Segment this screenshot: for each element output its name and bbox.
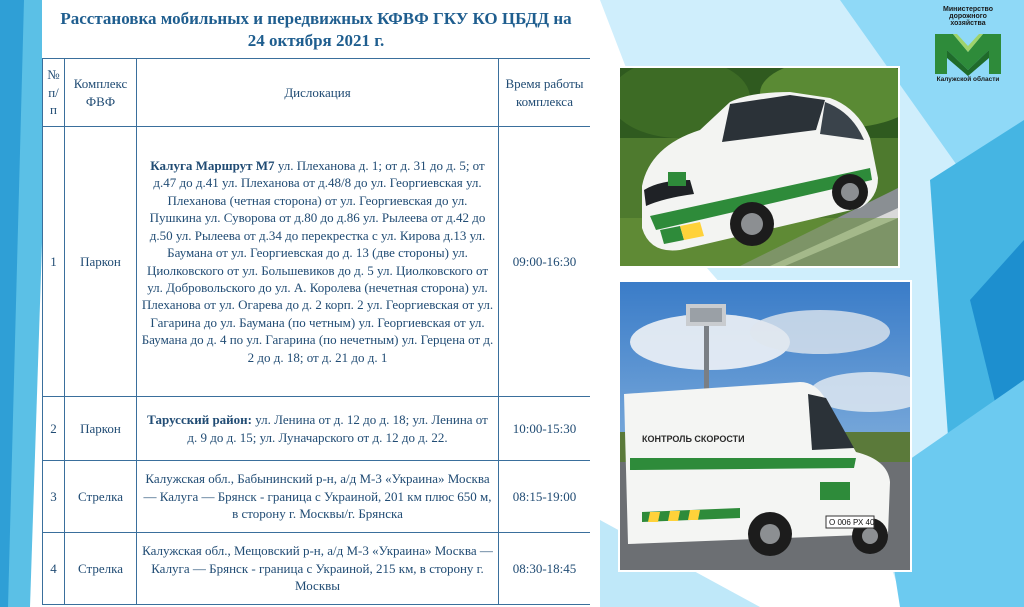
header-num: № п/ п: [43, 59, 65, 127]
row-location-text: ул. Ленина от д. 12 до д. 18; ул. Ленина от д. 9 до д. 15; ул. Луначарского от д. 12 до д. 22.: [187, 412, 488, 445]
row-time: 09:00-16:30: [499, 127, 591, 397]
header-location: Дислокация: [137, 59, 499, 127]
row-time: 08:15-19:00: [499, 461, 591, 533]
row-num: 2: [43, 397, 65, 461]
row-num: 1: [43, 127, 65, 397]
header-time: Время работы комплекса: [499, 59, 591, 127]
row-location: [137, 397, 499, 461]
photo-mobile-car: [618, 66, 900, 268]
slide-title: [42, 0, 590, 52]
row-location: [137, 127, 499, 397]
photo-mobile-van: [618, 280, 912, 572]
row-num: 4: [43, 533, 65, 605]
row-location-bold: Тарусский район:: [147, 412, 252, 428]
slide-title-line1: Расстановка мобильных и передвижных КФВФ ГКУ КО ЦБДД на: [60, 9, 572, 28]
table-row: [43, 533, 591, 605]
row-time: 08:30-18:45: [499, 533, 591, 605]
row-location-text: ул. Плеханова д. 1; от д. 31 до д. 5; от д.47 до д.41 ул. Плеханова от д.48/8 до ул. Георгиевская ул. Плеханова (четная сторона) от ул. Георгиевская до ул. Пушкина ул. Суворова от д.80 до д.86 ул. Рылеева от д.42 до д.50 ул. Рылеева от д.34 до перекрестка с ул. Кирова д.13 ул. Баумана от ул. Георгиевская до д. 13 (две стороны) ул. Циолковского от ул. Большевиков до д. 5 ул. Циолковского от ул. Добровольского до ул. А. Королева (нечетная сторона) ул. Плеханова от ул. Огарева до д. 2 корп. 2 ул. Георгиевская от ул. Гагарина до ул. Баумана (по четным) ул. Георгиевская от ул. Баумана до д. 4 по ул. Гагарина (по нечетным) ул. Герцена от д. 2 до д. 18; от д. 21 до д. 1: [141, 158, 494, 365]
van-plate: О 006 РХ 40: [829, 518, 875, 527]
row-num: 3: [43, 461, 65, 533]
row-complex: Стрелка: [65, 461, 137, 533]
logo-line1: Министерство: [943, 6, 993, 13]
row-location: Калужская обл., Бабынинский р-н, а/д М-3 «Украина» Москва — Калуга — Брянск - граница с Украиной, 201 км плюс 650 м, в сторону г. Москвы/г. Брянска: [137, 461, 499, 533]
van-photo-image: [620, 282, 910, 570]
row-location: Калужская обл., Мещовский р-н, а/д М-3 «Украина» Москва — Калуга — Брянск - граница с Украиной, 215 км, в сторону г. Москвы: [137, 533, 499, 605]
header-complex: Комплекс ФВФ: [65, 59, 137, 127]
van-side-label: КОНТРОЛЬ СКОРОСТИ: [642, 434, 745, 444]
ministry-logo: [918, 6, 1018, 88]
logo-line3: хозяйства: [950, 20, 986, 27]
schedule-panel: [42, 0, 590, 607]
table-row: [43, 127, 591, 397]
car-photo-image: [620, 68, 898, 266]
table-header-row: [43, 59, 591, 127]
slide-title-line2: 24 октября 2021 г.: [247, 31, 385, 50]
logo-line4: Калужской области: [936, 76, 1000, 83]
row-complex: Паркон: [65, 127, 137, 397]
row-complex: Стрелка: [65, 533, 137, 605]
row-complex: Паркон: [65, 397, 137, 461]
ministry-emblem-icon: [933, 28, 1003, 76]
table-row: [43, 461, 591, 533]
row-location-bold: Калуга Маршрут М7: [150, 158, 275, 174]
row-time: 10:00-15:30: [499, 397, 591, 461]
table-row: [43, 397, 591, 461]
schedule-table: [42, 58, 590, 605]
logo-line2: дорожного: [949, 13, 987, 20]
